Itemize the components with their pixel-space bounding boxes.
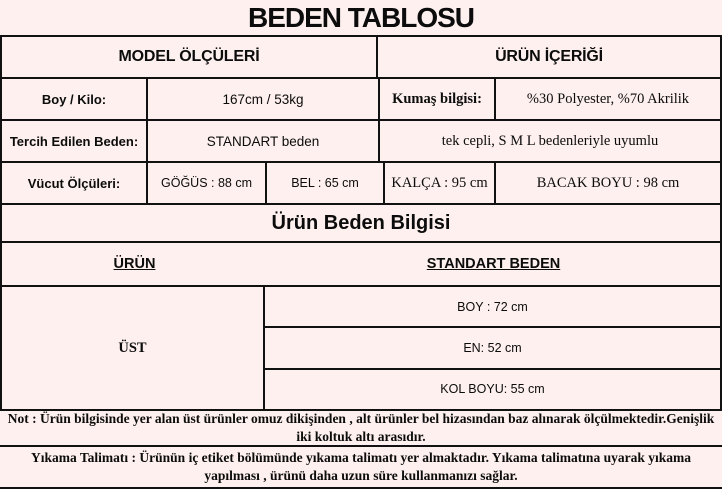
label-preferred-size: Tercih Edilen Beden:	[2, 121, 148, 161]
row-height-weight-fabric	[2, 79, 720, 121]
value-height-weight: 167cm / 53kg	[148, 79, 380, 119]
title-row	[0, 0, 722, 37]
header-product-column: ÜRÜN	[113, 256, 156, 272]
value-hip: KALÇA : 95 cm	[385, 163, 496, 203]
header-product-content: ÜRÜN İÇERİĞİ	[495, 48, 603, 65]
product-name: ÜST	[118, 339, 147, 356]
product-measurements-column	[265, 287, 720, 409]
row-body-measurements	[2, 163, 720, 205]
measurement-note: Not : Ürün bilgisinde yer alan üst ürünler omuz dikişinden , alt ürünler bel hizasından baz alınarak ölçülmektedir.Genişlik iki koltuk altı arasıdır.	[0, 411, 722, 447]
header-standard-size-column: STANDART BEDEN	[426, 256, 561, 272]
value-compatibility: tek cepli, S M L bedenleriyle uyumlu	[441, 132, 659, 149]
product-name-cell	[2, 287, 265, 409]
label-body-measurements: Vücut Ölçüleri:	[2, 163, 148, 203]
product-measurements-block	[2, 287, 720, 411]
value-fabric-info: %30 Polyester, %70 Akrilik	[526, 90, 690, 107]
page-title: BEDEN TABLOSU	[247, 1, 475, 33]
header-model-measurements: MODEL ÖLÇÜLERİ	[2, 37, 378, 77]
section-title: Ürün Beden Bilgisi	[271, 211, 451, 234]
value-waist: BEL : 65 cm	[267, 163, 385, 203]
row-preferred-size	[2, 121, 720, 163]
label-height-weight: Boy / Kilo:	[2, 79, 148, 119]
section-title-row	[2, 205, 720, 243]
washing-instructions-note: Yıkama Talimatı : Ürünün iç etiket bölümünde yıkama talimatı yer almaktadır. Yıkama talimatına uyarak yıkama yapılması , ürünü daha uzun süre kullanmanızı sağlar.	[0, 447, 722, 489]
value-chest: GÖĞÜS : 88 cm	[148, 163, 267, 203]
value-preferred-size: STANDART beden	[148, 121, 380, 161]
size-table-header-row	[2, 243, 720, 287]
measurement-width: EN: 52 cm	[265, 326, 720, 367]
size-chart-table	[0, 37, 722, 411]
measurement-sleeve: KOL BOYU: 55 cm	[265, 368, 720, 409]
value-leg-length: BACAK BOYU : 98 cm	[536, 174, 680, 191]
label-fabric-info: Kumaş bilgisi:	[380, 79, 496, 119]
measurement-length: BOY : 72 cm	[457, 299, 528, 314]
table-header-row	[2, 37, 720, 79]
